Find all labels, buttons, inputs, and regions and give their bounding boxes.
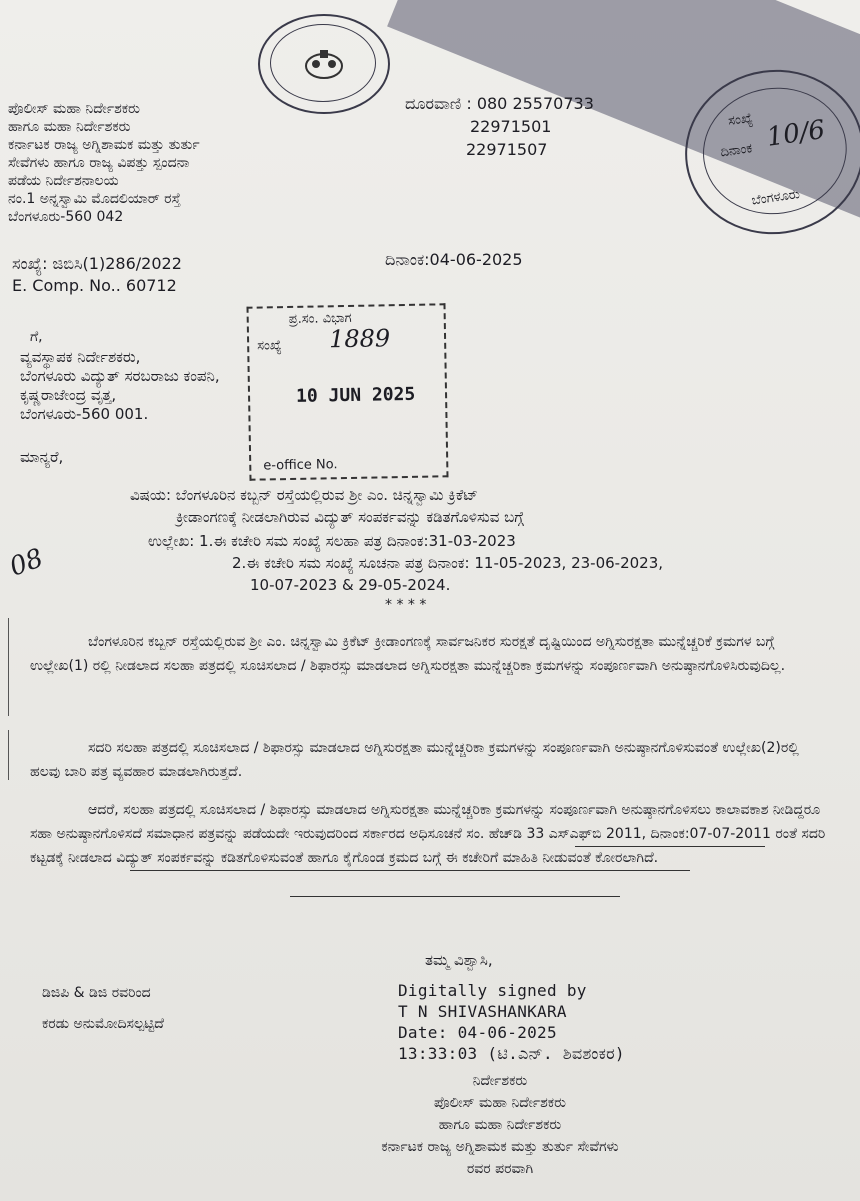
header-line: ಸೇವೆಗಳು ಹಾಗೂ ರಾಜ್ಯ ವಿಪತ್ತು ಸ್ಪಂದನಾ	[8, 155, 190, 171]
letter-date: ದಿನಾಂಕ:04-06-2025	[385, 250, 523, 269]
designation-line: ಪೊಲೀಸ್ ಮಹಾ ನಿರ್ದೇಶಕರು	[434, 1095, 566, 1111]
designation-block	[300, 1070, 700, 1180]
margin-bracket	[8, 730, 9, 780]
underline-mark	[575, 846, 765, 847]
designation-line: ರವರ ಪರವಾಗಿ	[466, 1161, 534, 1177]
closing: ತಮ್ಮ ವಿಶ್ವಾಸಿ,	[425, 951, 493, 969]
phone-line-2: 22971501	[470, 117, 552, 136]
seal-handwritten-date: 10/6	[764, 114, 827, 153]
separator-stars: * * * *	[385, 597, 427, 613]
to-prefix: ಗೆ,	[30, 329, 43, 345]
body-paragraph-1: ಬೆಂಗಳೂರಿನ ಕಬ್ಬನ್ ರಸ್ತೆಯಲ್ಲಿರುವ ಶ್ರೀ ಎಂ. ಚಿನ್ನಸ್ವಾಮಿ ಕ್ರಿಕೆಟ್ ಕ್ರೀಡಾಂಗಣಕ್ಕೆ ಸಾರ್ವಜನಿಕರ ಸುರಕ್ಷತೆ ದೃಷ್ಟಿಯಿಂದ ಅಗ್ನಿಸುರಕ್ಷತಾ ಮುನ್ನೆಚ್ಚರಿಕೆ ಕ್ರಮಗಳ ಬಗ್ಗೆ ಉಲ್ಲೇಖ(1) ರಲ್ಲಿ ನೀಡಲಾದ ಸಲಹಾ ಪತ್ರದಲ್ಲಿ ಸೂಚಿಸಲಾದ / ಶಿಫಾರಸ್ಸು ಮಾಡಲಾದ ಅಗ್ನಿಸುರಕ್ಷತಾ ಮುನ್ನೆಚ್ಚರಿಕಾ ಕ್ರಮಗಳನ್ನು ಸಂಪೂರ್ಣವಾಗಿ ಅನುಷ್ಠಾನಗೊಳಿಸಿರುವುದಿಲ್ಲ.	[30, 634, 786, 674]
ecomp-number: E. Comp. No.. 60712	[12, 276, 177, 295]
reference-line-3: 10-07-2023 & 29-05-2024.	[250, 576, 451, 594]
signature-line: Digitally signed by	[398, 981, 587, 1000]
stamp-eoffice: e-office No.	[263, 457, 338, 474]
margin-note: 08	[5, 543, 48, 583]
addressee-line: ವ್ಯವಸ್ಥಾಪಕ ನಿರ್ದೇಶಕರು,	[20, 348, 141, 366]
addressee-line: ಬೆಂಗಳೂರು-560 001.	[20, 405, 149, 423]
header-line: ಹಾಗೂ ಮಹಾ ನಿರ್ದೇಶಕರು	[8, 119, 131, 135]
seal-label-date: ದಿನಾಂಕ	[719, 141, 754, 161]
phone-line-3: 22971507	[466, 140, 548, 159]
addressee-line: ಬೆಂಗಳೂರು ವಿದ್ಯುತ್ ಸರಬರಾಜು ಕಂಪನಿ,	[20, 367, 220, 385]
lion-emblem-icon	[294, 44, 354, 84]
margin-bracket	[8, 618, 9, 716]
header-line: ಬೆಂಗಳೂರು-560 042	[8, 209, 124, 225]
seal-label-number: ಸಂಖ್ಯೆ	[727, 110, 754, 130]
signature-date: Date: 04-06-2025	[398, 1023, 557, 1042]
subject-line-1: ವಿಷಯ: ಬೆಂಗಳೂರಿನ ಕಬ್ಬನ್ ರಸ್ತೆಯಲ್ಲಿರುವ ಶ್ರೀ ಎಂ. ಚಿನ್ನಸ್ವಾಮಿ ಕ್ರಿಕೆಟ್	[130, 486, 478, 504]
signature-time: 13:33:03 (ಟಿ.ಎನ್. ಶಿವಶಂಕರ)	[398, 1044, 625, 1063]
underline-mark	[290, 896, 620, 897]
stamp-number: 1889	[328, 324, 391, 354]
stamp-number-label: ಸಂಖ್ಯೆ	[257, 338, 282, 354]
subject-line-2: ಕ್ರೀಡಾಂಗಣಕ್ಕೆ ನೀಡಲಾಗಿರುವ ವಿದ್ಯುತ್ ಸಂಪರ್ಕವನ್ನು ಕಡಿತಗೊಳಿಸುವ ಬಗ್ಗೆ	[176, 508, 524, 526]
header-line: ಕರ್ನಾಟಕ ರಾಜ್ಯ ಅಗ್ನಿಶಾಮಕ ಮತ್ತು ತುರ್ತು	[8, 137, 200, 153]
designation-line: ಕರ್ನಾಟಕ ರಾಜ್ಯ ಅಗ್ನಿಶಾಮಕ ಮತ್ತು ತುರ್ತು ಸೇವೆಗಳು	[381, 1139, 619, 1155]
header-line: ಪಡೆಯ ನಿರ್ದೇಶನಾಲಯ	[8, 173, 119, 189]
underline-mark	[130, 870, 690, 871]
designation-line: ನಿರ್ದೇಶಕರು	[472, 1073, 528, 1089]
addressee-block	[20, 348, 220, 424]
phone-label: ದೂರವಾಣಿ : 080 25570733	[405, 94, 594, 113]
header-left	[8, 100, 200, 226]
seal-city: ಬೆಂಗಳೂರು	[750, 186, 801, 209]
header-line: ನಂ.1 ಅನ್ನಸ್ವಾಮಿ ಮೊದಲಿಯಾರ್ ರಸ್ತೆ	[8, 191, 181, 207]
body-paragraph-3: ಆದರೆ, ಸಲಹಾ ಪತ್ರದಲ್ಲಿ ಸೂಚಿಸಲಾದ / ಶಿಫಾರಸ್ಸು ಮಾಡಲಾದ ಅಗ್ನಿಸುರಕ್ಷತಾ ಮುನ್ನೆಚ್ಚರಿಕಾ ಕ್ರಮಗಳನ್ನು ಸಂಪೂರ್ಣವಾಗಿ ಅನುಷ್ಠಾನಗೊಳಿಸಲು ಕಾಲಾವಕಾಶ ನೀಡಿದ್ದರೂ ಸಹಾ ಅನುಷ್ಠಾನಗೊಳಿಸದೆ ಸಮಾಧಾನ ಪತ್ರವನ್ನು ಪಡೆಯದೇ ಇರುವುದರಿಂದ ಸರ್ಕಾರದ ಅಧಿಸೂಚನೆ ಸಂ. ಹೆಚ್‌ಡಿ 33 ಎಸ್‌ಎಫ್‌ಬಿ 2011, ದಿನಾಂಕ:07-07-2011 ರಂತೆ ಸದರಿ ಕಟ್ಟಡಕ್ಕೆ ನೀಡಲಾದ ವಿದ್ಯುತ್ ಸಂಪರ್ಕವನ್ನು ಕಡಿತಗೊಳಿಸುವಂತೆ ಹಾಗೂ ಕೈಗೊಂಡ ಕ್ರಮದ ಬಗ್ಗೆ ಈ ಕಚೇರಿಗೆ ಮಾಹಿತಿ ನೀಡುವಂತೆ ಕೋರಲಾಗಿದೆ.	[30, 802, 826, 866]
reference-line-2: 2.ಈ ಕಚೇರಿ ಸಮ ಸಂಖ್ಯೆ ಸೂಚನಾ ಪತ್ರ ದಿನಾಂಕ: 11-05-2023, 23-06-2023,	[232, 554, 664, 572]
body-paragraph-2: ಸದರಿ ಸಲಹಾ ಪತ್ರದಲ್ಲಿ ಸೂಚಿಸಲಾದ / ಶಿಫಾರಸ್ಸು ಮಾಡಲಾದ ಅಗ್ನಿಸುರಕ್ಷತಾ ಮುನ್ನೆಚ್ಚರಿಕಾ ಕ್ರಮಗಳನ್ನು ಸಂಪೂರ್ಣವಾಗಿ ಅನುಷ್ಠಾನಗೊಳಿಸುವಂತೆ ಉಲ್ಲೇಖ(2)ರಲ್ಲಿ ಹಲವು ಬಾರಿ ಪತ್ರ ವ್ಯವಹಾರ ಮಾಡಲಾಗಿರುತ್ತದೆ.	[30, 740, 799, 780]
designation-line: ಹಾಗೂ ಮಹಾ ನಿರ್ದೇಶಕರು	[438, 1117, 562, 1133]
approval-line-1: ಡಿಜಿಪಿ & ಡಿಜಿ ರವರಿಂದ	[42, 985, 151, 1001]
reference-line-1: ಉಲ್ಲೇಖ: 1.ಈ ಕಚೇರಿ ಸಮ ಸಂಖ್ಯೆ ಸಲಹಾ ಪತ್ರ ದಿನಾಂಕ:31-03-2023	[148, 532, 516, 550]
reference-number: ಸಂಖ್ಯೆ: ಜಿಬಿಸಿ(1)286/2022	[12, 254, 182, 273]
salutation: ಮಾನ್ಯರೆ,	[20, 448, 64, 466]
emblem-seal	[258, 14, 390, 114]
stamp-date: 10 JUN 2025	[295, 383, 416, 407]
signature-block	[398, 980, 625, 1064]
header-line: ಪೊಲೀಸ್ ಮಹಾ ನಿರ್ದೇಶಕರು	[8, 101, 140, 117]
stamp-top-text: ಪ್ರ.ಸಂ. ವಿಭಾಗ	[288, 310, 352, 328]
signature-name: T N SHIVASHANKARA	[398, 1002, 567, 1021]
addressee-line: ಕೃಷ್ಣರಾಜೇಂದ್ರ ವೃತ್ತ,	[20, 386, 117, 404]
inward-stamp	[246, 303, 448, 480]
approval-line-2: ಕರಡು ಅನುಮೋದಿಸಲ್ಪಟ್ಟಿದೆ	[42, 1016, 164, 1032]
